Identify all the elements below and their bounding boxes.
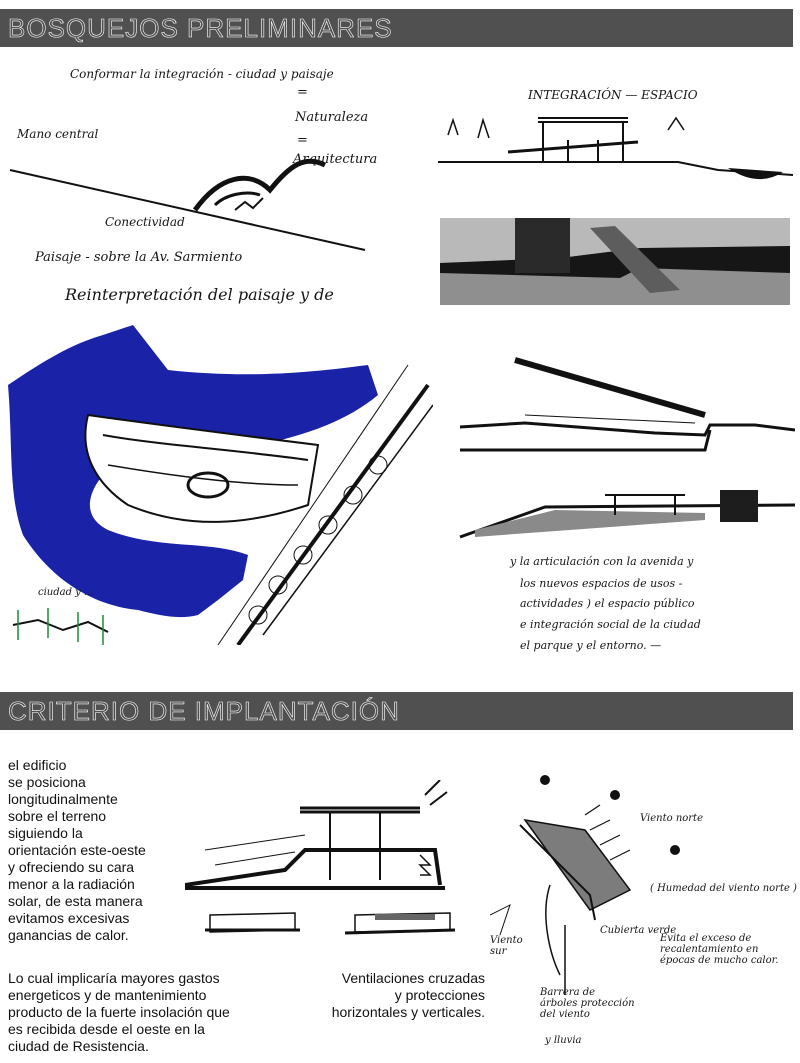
sun-wind-drawing (490, 765, 795, 1055)
note-line: Cubierta verde (600, 925, 677, 936)
perspective-sketch-drawing (440, 218, 790, 305)
note-line: y la articulación con la avenida y (510, 555, 694, 568)
note-line: Conformar la integración - ciudad y paisaje (70, 67, 334, 81)
concept-sketch-drawing (5, 55, 425, 315)
section-sketch-site-drawing (455, 355, 795, 545)
note-line: Arquitectura (293, 152, 378, 167)
note-line: el parque y el entorno. — (520, 639, 662, 652)
note-line: y lluvia (545, 1035, 582, 1046)
implantation-paragraph: el edificio se posiciona longitudinalmente sobre el terreno siguiendo la orientación este-oeste y ofreciendo su cara menor a la radiación solar, de esta manera evitamos excesivas ganancias de calor. (8, 757, 146, 943)
sun-wind-sketch (490, 765, 795, 1055)
note-line: actividades ) el espacio público (520, 597, 695, 610)
section-sketch-integration (438, 80, 793, 190)
ventilation-caption: Ventilaciones cruzadas y protecciones horizontales y verticales. (331, 970, 485, 1020)
articulation-notes (480, 555, 790, 655)
note-line: = (297, 85, 308, 100)
note-line: Naturaleza (295, 110, 369, 125)
note-line: Paisaje - sobre la Av. Sarmiento (35, 250, 243, 265)
note-line: = (297, 133, 308, 148)
section-title: BOSQUEJOS PRELIMINARES (8, 13, 393, 43)
note-line: Mano central (17, 127, 99, 141)
energy-paragraph: Lo cual implicaría mayores gastos energeticos y de mantenimiento producto de la fuerte insolación que es recibida desde el oeste en la ciudad de Resistencia. (8, 970, 230, 1054)
note-line: Barrera de árboles protección del viento (540, 987, 635, 1020)
note-line: e integración social de la ciudad (520, 618, 701, 631)
plan-label: ciudad y ... (38, 587, 94, 598)
ventilation-section-drawing (185, 780, 460, 940)
note-line: Conectividad (105, 215, 185, 229)
note-line: Evita el exceso de recalentamiento en épocas de mucho calor. (660, 933, 779, 966)
note-line: Viento norte (640, 813, 703, 824)
site-plan-sketch (8, 325, 433, 645)
section-sketch-site (455, 355, 795, 545)
section-title: CRITERIO DE IMPLANTACIÓN (8, 696, 400, 726)
note-line: ( Humedad del viento norte ) (650, 883, 797, 894)
note-line: Viento sur (490, 935, 523, 957)
ventilation-section-sketch (185, 780, 460, 940)
perspective-sketch (440, 218, 790, 305)
concept-sketch (5, 55, 425, 315)
section-banner-implantation (0, 692, 793, 730)
note-line: Reinterpretación del paisaje y de (65, 285, 334, 304)
note-line: los nuevos espacios de usos - (520, 577, 683, 590)
section-banner-sketches (0, 9, 793, 47)
note-line: INTEGRACIÓN — ESPACIO (528, 88, 698, 102)
compass-sketch (8, 600, 118, 650)
